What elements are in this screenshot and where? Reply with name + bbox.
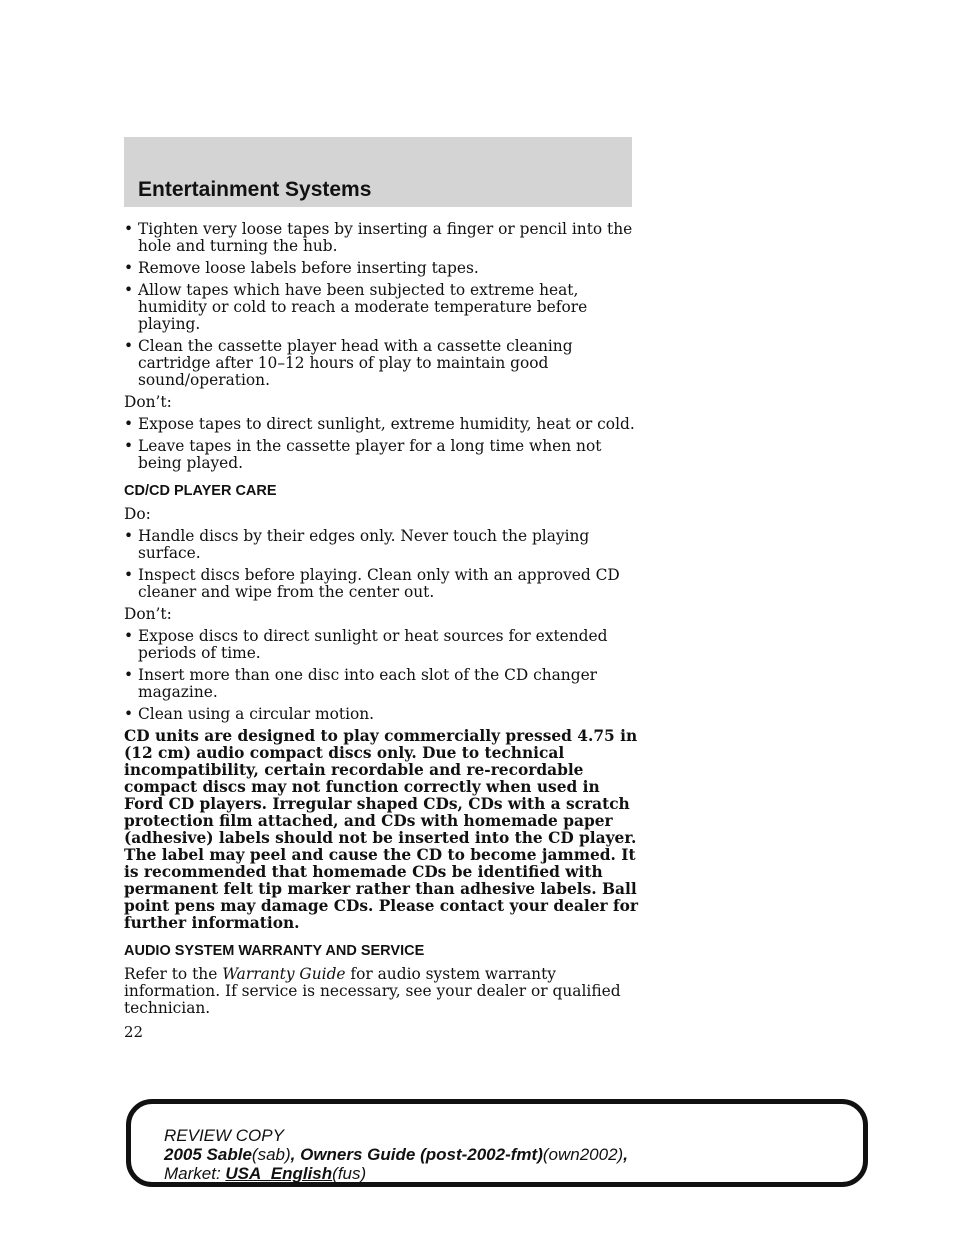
do-label: Do: xyxy=(124,505,151,523)
warranty-paragraph: Refer to the Warranty Guide for audio system warranty information. If service is necessary, see your dealer or qualified technician. xyxy=(124,965,621,1017)
list-item: • Insert more than one disc into each slot of the CD changer magazine. xyxy=(124,666,598,701)
bullet-icon: • xyxy=(124,437,134,455)
list-item: • Handle discs by their edges only. Never touch the playing surface. xyxy=(124,527,590,562)
list-item: • Remove loose labels before inserting tapes. xyxy=(124,259,479,277)
dont-label: Don’t: xyxy=(124,393,172,411)
bullet-icon: • xyxy=(124,527,134,545)
bullet-icon: • xyxy=(124,281,134,299)
list-item: • Expose tapes to direct sunlight, extreme humidity, heat or cold. xyxy=(124,415,635,433)
list-item: • Expose discs to direct sunlight or heat sources for extended periods of time. xyxy=(124,627,608,662)
list-item: • Inspect discs before playing. Clean only with an approved CD cleaner and wipe from the center out. xyxy=(124,566,620,601)
bullet-icon: • xyxy=(124,566,134,584)
bullet-icon: • xyxy=(124,705,134,723)
page-content xyxy=(124,221,644,1022)
bullet-icon: • xyxy=(124,259,134,277)
warranty-guide-title: Warranty Guide xyxy=(222,965,346,983)
page-number: 22 xyxy=(124,1023,144,1041)
list-item: • Clean the cassette player head with a cassette cleaning cartridge after 10–12 hours of play to maintain good sound/operation. xyxy=(124,337,573,389)
warranty-heading: AUDIO SYSTEM WARRANTY AND SERVICE xyxy=(124,943,425,959)
list-item: • Leave tapes in the cassette player for a long time when not being played. xyxy=(124,437,602,472)
review-copy-text: REVIEW COPY 2005 Sable(sab), Owners Guide (post-2002-fmt)(own2002), Market: USA_English(fus) xyxy=(164,1126,628,1183)
bullet-icon: • xyxy=(124,220,134,238)
bullet-icon: • xyxy=(124,337,134,355)
cd-care-heading: CD/CD PLAYER CARE xyxy=(124,483,277,499)
bullet-icon: • xyxy=(124,627,134,645)
section-title: Entertainment Systems xyxy=(138,178,372,201)
dont-label: Don’t: xyxy=(124,605,172,623)
review-copy-label: REVIEW COPY xyxy=(164,1126,284,1145)
cd-warning-paragraph: CD units are designed to play commercially pressed 4.75 in (12 cm) audio compact discs only. Due to technical incompatibility, certain recordable and re-recordable compact discs may not function correctly when used in Ford CD players. Irregular shaped CDs, CDs with a scratch protection film attached, and CDs with homemade paper (adhesive) labels should not be inserted into the CD player. The label may peel and cause the CD to become jammed. It is recommended that homemade CDs be identified with permanent felt tip marker rather than adhesive labels. Ball point pens may damage CDs. Please contact your dealer for further information. xyxy=(124,727,638,932)
bullet-icon: • xyxy=(124,415,134,433)
list-item: • Allow tapes which have been subjected to extreme heat, humidity or cold to reach a moderate temperature before playing. xyxy=(124,281,588,333)
list-item: • Clean using a circular motion. xyxy=(124,705,375,723)
list-item: • Tighten very loose tapes by inserting a finger or pencil into the hole and turning the hub. xyxy=(124,220,633,255)
bullet-icon: • xyxy=(124,666,134,684)
